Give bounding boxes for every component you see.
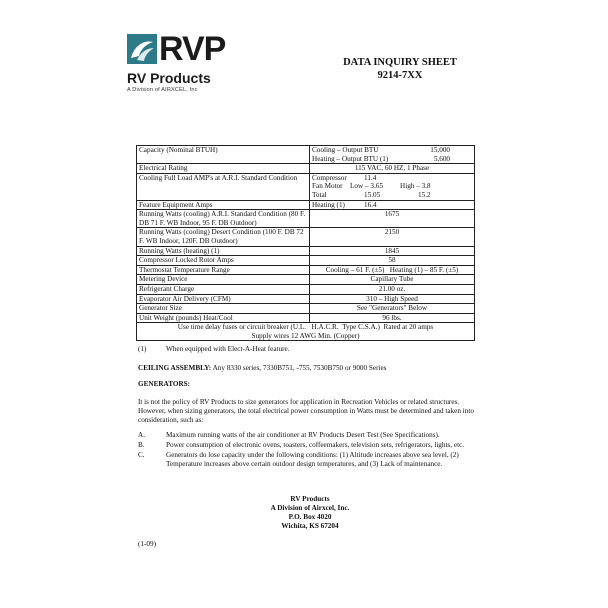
total-label: Total [312, 190, 327, 199]
cooling-value: 15,000 [430, 146, 450, 154]
table-row [137, 164, 475, 174]
spec-value [310, 200, 475, 210]
spec-value: 96 lbs. [310, 313, 475, 323]
ceiling-assembly [138, 364, 474, 373]
spec-label: Unit Weight (pounds) Heat/Cool [137, 313, 310, 323]
table-row [137, 294, 475, 304]
spec-value: 310 – High Speed [310, 294, 475, 304]
spec-value: Capillary Tube [310, 275, 475, 285]
spec-label: Evaporator Air Delivery (CFM) [137, 294, 310, 304]
list-item [138, 431, 474, 440]
logo-division: A Division of AIRXCEL, Inc [127, 87, 198, 93]
logo-brand: RVP [159, 30, 226, 68]
table-row [137, 173, 475, 200]
spec-label: Capacity (Nominal BTUH) [137, 146, 310, 164]
address-line: A Division of Airxcel, Inc. [270, 504, 350, 512]
spec-value: 1845 [310, 246, 475, 256]
spec-label: Thermostat Temperature Range [137, 265, 310, 275]
list-item [138, 441, 474, 450]
spec-value: 21.00 oz. [310, 284, 475, 294]
address-line: P.O. Box 4020 [288, 513, 332, 521]
footnote-text: When equipped with Elect-A-Heat feature. [166, 345, 290, 353]
spec-label: Running Watts (cooling) A.R.I. Standard Condition (80 F. DB 71 F. WB Indoor, 95 F. DB Outdoor) [137, 210, 310, 228]
fan-label: Fan Motor [312, 182, 343, 191]
document-header [330, 56, 470, 82]
company-address [230, 495, 390, 531]
heating-label: Heating – Output BTU (1) [312, 154, 389, 163]
table-row [137, 146, 475, 164]
list-item-text: Power consumption of electronic ovens, toasters, coffeemakers, television sets, refrigerators, lights, etc. [166, 441, 465, 449]
logo-company: RV Products [127, 70, 211, 86]
spec-label: Refrigerant Charge [137, 284, 310, 294]
spec-value [310, 146, 475, 164]
heating-label: Heating (1) [312, 200, 345, 209]
compressor-label: Compressor [312, 173, 347, 182]
spec-label: Running Watts (cooling) Desert Condition (100 F. DB 72 F. WB Indoor, 120F. DB Outdoor) [137, 228, 310, 246]
total-high: 15.2 [418, 190, 431, 199]
generators-paragraph: It is not the policy of RV Products to size generators for application in Recreation Vehicles or related structures. However, when sizing generators, the total electrical power consumption in Watts must be determined and taken into consideration, such as: [138, 398, 474, 424]
spec-label: Running Watts (heating) (1) [137, 246, 310, 256]
compressor-value: 11.4 [364, 173, 377, 182]
table-row [137, 228, 475, 246]
generators-heading: GENERATORS: [138, 380, 191, 388]
spec-label: Metering Device [137, 275, 310, 285]
list-item-key: B. [138, 441, 145, 449]
table-row [137, 246, 475, 256]
spec-label: Compressor Locked Rotor Amps [137, 256, 310, 266]
document-date: (1-09) [138, 540, 156, 548]
spec-value: See "Generators" Below [310, 304, 475, 314]
spec-label: Cooling Full Load AMP's at A.R.I. Standard Condition [137, 173, 310, 200]
spec-value: 115 VAC, 60 HZ, 1 Phase [310, 164, 475, 174]
list-item [138, 451, 474, 469]
company-logo [127, 30, 237, 98]
list-item-key: C. [138, 451, 145, 459]
list-item-key: A. [138, 431, 145, 439]
ceiling-text: Any 8330 series, 7330B751, -755, 7530B750 or 9000 Series [212, 364, 387, 372]
table-row [137, 265, 475, 275]
model-number: 9214-7XX [377, 70, 423, 81]
total-low: 15.05 [364, 190, 381, 199]
rvp-swirl-icon [127, 34, 157, 64]
heating-value: 5,600 [433, 154, 450, 163]
table-row [137, 304, 475, 314]
fan-high: High – 3.8 [400, 182, 431, 191]
fan-low: Low – 3.65 [350, 182, 383, 191]
footnote-key: (1) [138, 345, 147, 353]
fuse-note-line: Supply wires 12 AWG Min. (Copper) [251, 331, 360, 340]
table-row [137, 275, 475, 285]
heating-value: 16.4 [364, 200, 377, 209]
spec-label: Electrical Rating [137, 164, 310, 174]
fuse-note-line: Use time delay fuses or circuit breaker (U.L. H.A.C.R. Type C.S.A.) Rated at 20 amps [177, 323, 434, 332]
spec-value: 1675 [310, 210, 475, 228]
list-item-text: Maximum running watts of the air conditioner at RV Products Desert Test (See Specifications). [166, 431, 440, 439]
spec-value: 58 [310, 256, 475, 266]
table-row [137, 323, 475, 341]
table-row [137, 200, 475, 210]
address-line: Wichita, KS 67204 [281, 522, 339, 530]
generator-considerations-list [138, 431, 474, 470]
table-row [137, 313, 475, 323]
table-row [137, 210, 475, 228]
spec-label: Feature Equipment Amps [137, 200, 310, 210]
fuse-note [137, 323, 475, 341]
list-item-text: Generators do lose capacity under the following conditions: (1) Altitude increases above sea level, (2) Temperature increases above certain outdoor design temperatures, and (3) Lack of maintenance. [166, 451, 459, 468]
spec-value [310, 173, 475, 200]
table-row [137, 256, 475, 266]
spec-value: Cooling – 61 F. (±5) Heating (1) – 85 F. (±5) [310, 265, 475, 275]
footnote [138, 345, 474, 354]
ceiling-label: CEILING ASSEMBLY: [138, 364, 212, 372]
spec-label: Generator Size [137, 304, 310, 314]
cooling-label: Cooling – Output BTU [312, 146, 379, 154]
spec-table [136, 145, 475, 341]
table-row [137, 284, 475, 294]
spec-value: 2150 [310, 228, 475, 246]
document-title: DATA INQUIRY SHEET [343, 57, 457, 68]
address-line: RV Products [290, 495, 330, 503]
